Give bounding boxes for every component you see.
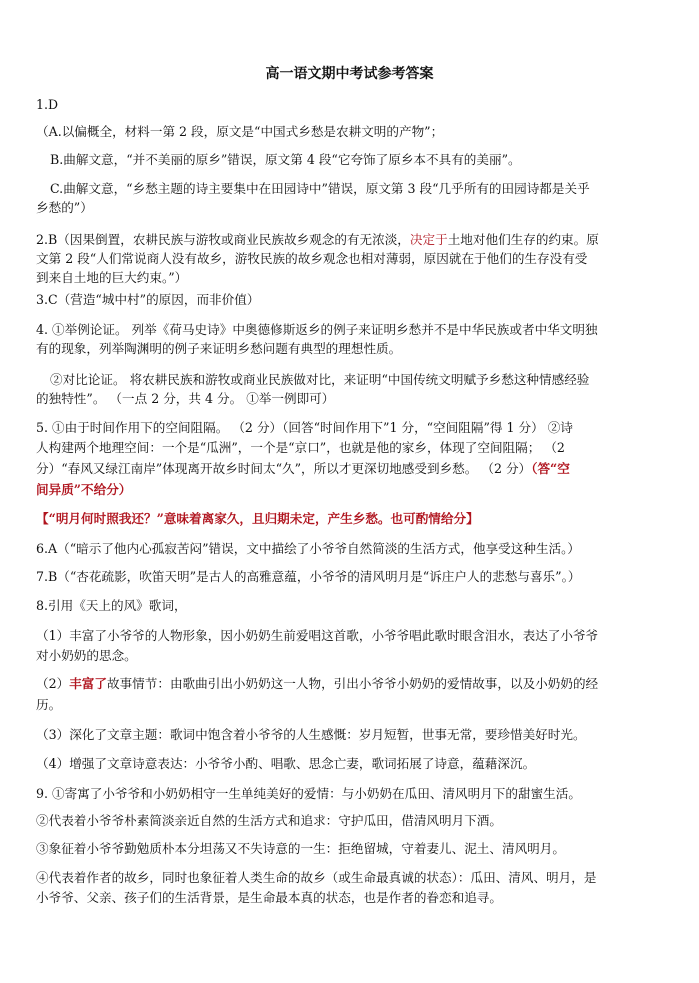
- answer-1-explanation-c: C.曲解文意，“乡愁主题的诗主要集中在田园诗中”错误，原文第 3 段“几乎所有的田园诗都是关乎: [50, 181, 590, 196]
- answer-8-point-1-cont: 对小奶奶的思念。: [36, 648, 137, 663]
- answer-4-line-4: 的独特性”。 （一点 2 分，共 4 分。 ①举一例即可）: [36, 391, 335, 406]
- page-title: 高一语文期中考试参考答案: [265, 66, 434, 82]
- answer-8-point-3: （3）深化了文章主题：歌词中饱含着小爷爷的人生感慨：岁月短暂，世事无常，要珍惜美好时光。: [36, 727, 586, 742]
- answer-5-note-a: （答“空: [531, 461, 570, 476]
- answer-2-line-2: 文第 2 段“人们常说商人没有故乡，游牧民族的故乡观念也相对薄弱，原因就在于他们的生存没有受: [36, 251, 588, 266]
- answer-9-point-2: ②代表着小爷爷朴素简淡亲近自然的生活方式和追求：守护瓜田，借清风明月下酒。: [36, 813, 502, 828]
- answer-1: 1.D: [36, 97, 59, 112]
- answer-8-point-1: （1）丰富了小爷爷的人物形象，因小奶奶生前爱唱这首歌，小爷爷唱此歌时眼含泪水，表达了小爷爷: [36, 628, 599, 643]
- answer-5-line-3: [36, 461, 666, 477]
- answer-2-text-c: 土地对他们生存的约束。原: [447, 232, 599, 247]
- answer-4-line-1: 4. ①举例论证。 列举《荷马史诗》中奥德修斯返乡的例子来证明乡愁并不是中华民族或者中华文明独: [36, 322, 598, 337]
- answer-1-explanation-a: （A.以偏概全，材料一第 2 段，原文是“中国式乡愁是农耕文明的产物”；: [36, 124, 444, 139]
- answer-9-point-1: 9. ①寄寓了小爷爷和小奶奶相守一生单纯美好的爱情：与小奶奶在瓜田、清风明月下的甜蜜生活。: [36, 786, 581, 801]
- answer-6: 6.A（“暗示了他内心孤寂苦闷”错误，文中描绘了小爷爷自然简淡的生活方式，他享受这种生活。）: [36, 541, 581, 556]
- answer-9-point-3: ③象征着小爷爷勤勉质朴本分坦荡又不失诗意的一生：拒绝留城，守着妻儿、泥土、清风明月。: [36, 841, 565, 856]
- answer-1-explanation-b: B.曲解文意，“并不美丽的原乡”错误，原文第 4 段“它夸饰了原乡本不具有的美丽”。: [50, 152, 521, 167]
- answer-9-point-4-cont: 小爷爷、父亲、孩子们的生活背景，是生命最本真的状态，也是作者的眷恋和追寻。: [36, 890, 502, 905]
- answer-5-bracket-note: 【“明月何时照我还？”意味着离家久，且归期未定，产生乡愁。也可酌情给分】: [36, 511, 479, 526]
- answer-4-line-3: ②对比论证。 将农耕民族和游牧或商业民族做对比，来证明“中国传统文明赋予乡愁这种情感经验: [50, 372, 590, 387]
- answer-2-highlight: 决定于: [409, 232, 448, 247]
- answer-2-line-3: 到来自土地的巨大约束。”）: [36, 270, 188, 285]
- answer-5-note-b: 间异质”不给分）: [36, 482, 132, 497]
- answer-5-line-2: 人构建两个地理空间：一个是“瓜洲”，一个是“京口”，也就是他的家乡，体现了空间阻隔； （2: [36, 440, 565, 455]
- answer-8-point-2-text: 故事情节：由歌曲引出小奶奶这一人物，引出小爷爷小奶奶的爱情故事，以及小奶奶的经: [106, 676, 599, 691]
- answer-8-point-2-cont: 历。: [36, 697, 62, 712]
- answer-2-text-a: 2.B（因果倒置，农耕民族与游牧或商业民族故乡观念的有无浓淡，: [36, 232, 410, 247]
- answer-8-point-2: [36, 676, 666, 692]
- answer-3: 3.C（营造“城中村”的原因，而非价值）: [36, 292, 260, 307]
- answer-5-line-1: 5. ①由于时间作用下的空间阻隔。 （2 分）（回答“时间作用下”1 分，“空间阻隔”得 1 分） ②诗: [36, 420, 573, 435]
- answer-9-point-4: ④代表着作者的故乡，同时也象征着人类生命的故乡（或生命最真诚的状态）：瓜田、清风、明月，是: [36, 870, 597, 885]
- answer-8-point-4: （4）增强了文章诗意表达：小爷爷小酌、唱歌、思念亡妻，歌词拓展了诗意，蕴藉深沉。: [36, 756, 536, 771]
- answer-7: 7.B（“杏花疏影，吹笛天明”是古人的高雅意蕴，小爷爷的清风明月是“诉庄户人的悲愁与喜乐”。）: [36, 569, 581, 584]
- answer-2-line-1: [36, 232, 666, 248]
- answer-4-line-2: 有的现象，列举陶渊明的例子来证明乡愁问题有典型的理想性质。: [36, 341, 402, 356]
- answer-1-explanation-c-cont: 乡愁的”）: [36, 200, 93, 215]
- answer-5-text: 分）“春风又绿江南岸”体现离开故乡时间太“久”，所以才更深切地感受到乡愁。 （2 分）: [36, 461, 532, 476]
- answer-8-point-2-highlight: 丰富了: [69, 676, 107, 691]
- answer-8-point-2-number: （2）: [36, 676, 70, 691]
- answer-8-intro: 8.引用《天上的风》歌词，: [36, 598, 187, 613]
